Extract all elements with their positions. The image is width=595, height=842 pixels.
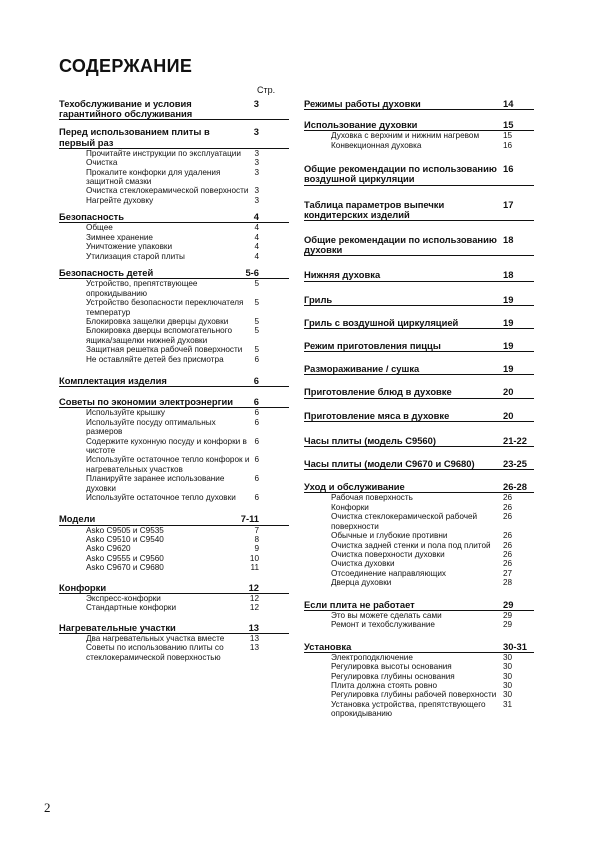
toc-item[interactable] — [59, 455, 289, 474]
toc-item[interactable] — [59, 355, 289, 364]
section-divider — [304, 220, 534, 221]
toc-item[interactable] — [59, 603, 289, 612]
toc-item[interactable] — [304, 141, 534, 150]
toc-item-text: Asko C9510 и C9540 — [86, 535, 164, 545]
toc-item-page: 3 — [254, 158, 259, 168]
toc-section-header[interactable] — [304, 235, 534, 255]
toc-item[interactable] — [304, 493, 534, 502]
page-number: 2 — [44, 800, 51, 815]
toc-section — [304, 600, 534, 630]
page-column-label: Стр. — [257, 85, 276, 95]
toc-item-text: Электроподключение — [331, 652, 413, 662]
toc-section — [304, 341, 534, 352]
toc-section-title: Если плита не работает — [304, 598, 415, 610]
toc-item[interactable] — [59, 544, 289, 553]
toc-item-text: Asko C9505 и C9535 — [86, 525, 164, 535]
toc-section — [304, 459, 534, 470]
toc-section — [59, 127, 289, 205]
toc-item-text: Устройство безопасности переключателя температур — [86, 298, 244, 317]
toc-section-header[interactable] — [304, 270, 534, 280]
toc-item[interactable] — [59, 493, 289, 502]
section-divider — [59, 386, 289, 387]
toc-section-header[interactable] — [304, 600, 534, 610]
toc-section-header[interactable] — [304, 642, 534, 652]
toc-section-title: Использование духовки — [304, 119, 418, 131]
toc-section — [304, 295, 534, 306]
toc-section-page: 3 — [253, 126, 259, 138]
toc-item[interactable] — [59, 186, 289, 195]
toc-item-page: 5 — [254, 326, 259, 336]
toc-item-text: Это вы можете сделать сами — [331, 610, 442, 620]
toc-section-page: 17 — [503, 198, 514, 210]
section-divider — [304, 398, 534, 399]
toc-item[interactable] — [304, 541, 534, 550]
toc-section-page: 15 — [503, 119, 514, 131]
toc-item[interactable] — [59, 233, 289, 242]
toc-item-text: Содержите кухонную посуду и конфорки в чистоте — [86, 436, 247, 455]
toc-item[interactable] — [59, 317, 289, 326]
toc-item[interactable] — [304, 578, 534, 587]
toc-item[interactable] — [304, 559, 534, 568]
toc-item-page: 6 — [254, 493, 259, 502]
toc-item[interactable] — [59, 474, 289, 493]
toc-item-page: 9 — [254, 544, 259, 554]
toc-section-title: Режим приготовления пиццы — [304, 340, 441, 352]
toc-item-text: Зимнее хранение — [86, 232, 153, 242]
toc-section-title: Гриль — [304, 293, 333, 305]
toc-item-text: Asko C9555 и C9560 — [86, 553, 164, 563]
toc-section-header[interactable] — [304, 295, 534, 305]
section-divider — [304, 421, 534, 422]
toc-item-text: Используйте остаточное тепло конфорок и нагревательных участков — [86, 455, 250, 474]
toc-item[interactable] — [59, 196, 289, 205]
toc-section-header[interactable] — [304, 436, 534, 446]
toc-item[interactable] — [59, 408, 289, 417]
toc-section-title: Нагревательные участки — [59, 621, 176, 633]
toc-section — [304, 318, 534, 329]
toc-section-page: 19 — [503, 340, 514, 352]
toc-section-title: Общие рекомендации по использованию воздушной циркуляции — [304, 163, 497, 185]
toc-item[interactable] — [59, 594, 289, 603]
toc-section-title: Перед использованием плиты в первый раз — [59, 126, 210, 148]
toc-item-page: 26 — [503, 512, 513, 522]
toc-section-header[interactable] — [304, 387, 534, 397]
toc-section-header[interactable] — [304, 364, 534, 374]
toc-section — [59, 397, 289, 502]
toc-section-header[interactable] — [59, 127, 289, 147]
toc-section-title: Размораживание / сушка — [304, 363, 420, 375]
section-divider — [304, 281, 534, 282]
toc-section-title: Техобслуживание и условия гарантийного обслуживания — [59, 98, 193, 120]
toc-section-header[interactable] — [304, 482, 534, 492]
toc-section-title: Безопасность — [59, 211, 125, 223]
toc-section — [304, 99, 534, 110]
toc-section-page: 23-25 — [503, 458, 527, 470]
toc-item[interactable] — [59, 223, 289, 232]
toc-section — [304, 164, 534, 185]
toc-item-page: 7 — [254, 525, 259, 535]
toc-section-page: 21-22 — [503, 434, 527, 446]
toc-item-text: Рабочая поверхность — [331, 493, 413, 503]
toc-item[interactable] — [304, 550, 534, 559]
toc-section — [59, 376, 289, 387]
toc-item-text: Используйте остаточное тепло духовки — [86, 493, 236, 502]
toc-section-header[interactable] — [59, 583, 289, 593]
toc-item-text: Регулировка глубины рабочей поверхности — [331, 690, 497, 700]
toc-section — [59, 623, 289, 662]
toc-item-page: 5 — [254, 316, 259, 326]
toc-item-text: Утилизация старой плиты — [86, 251, 185, 261]
toc-item-text: Нагрейте духовку — [86, 195, 154, 205]
toc-section-page: 16 — [503, 163, 514, 175]
toc-item-text: Планируйте заранее использование духовки — [86, 474, 225, 493]
toc-item-page: 28 — [503, 578, 513, 588]
toc-item-page: 4 — [254, 251, 259, 261]
toc-item-page: 26 — [503, 559, 513, 569]
toc-item-text: Дверца духовки — [331, 578, 392, 588]
toc-item-page: 4 — [254, 232, 259, 242]
toc-section-page: 20 — [503, 386, 514, 398]
toc-section-page: 14 — [503, 98, 514, 109]
toc-section-page: 18 — [503, 234, 514, 246]
toc-item[interactable] — [304, 620, 534, 629]
toc-section-header[interactable] — [304, 120, 534, 130]
toc-item[interactable] — [304, 662, 534, 671]
toc-section — [59, 514, 289, 572]
toc-item[interactable] — [304, 131, 534, 140]
toc-item-page: 6 — [254, 436, 259, 446]
toc-item-text: Очистка — [86, 158, 118, 168]
toc-item-page: 30 — [503, 680, 513, 690]
section-divider — [304, 374, 534, 375]
toc-item-text: Общее — [86, 223, 113, 233]
toc-section-page: 4 — [253, 211, 259, 223]
toc-item-page: 29 — [503, 620, 513, 630]
toc-item-page: 12 — [249, 603, 259, 613]
toc-section-header[interactable] — [304, 200, 534, 220]
toc-item-page: 5 — [254, 298, 259, 308]
toc-item-page: 26 — [503, 493, 513, 503]
toc-item-page: 6 — [254, 474, 259, 484]
section-divider — [304, 351, 534, 352]
toc-item[interactable] — [304, 512, 534, 531]
toc-item[interactable] — [59, 437, 289, 456]
section-divider — [304, 469, 534, 470]
toc-item-page: 5 — [254, 345, 259, 355]
toc-item[interactable] — [59, 168, 289, 187]
toc-left-column — [59, 99, 289, 675]
toc-item-page: 6 — [254, 455, 259, 465]
toc-item[interactable] — [304, 672, 534, 681]
toc-section-title: Модели — [59, 513, 96, 525]
toc-item-text: Используйте крышку — [86, 408, 166, 418]
toc-item-page: 16 — [503, 140, 513, 150]
toc-item[interactable] — [59, 634, 289, 643]
toc-item-page: 27 — [503, 568, 513, 578]
toc-section — [304, 482, 534, 587]
toc-item-text: Блокировка защелки дверцы духовки — [86, 316, 229, 326]
toc-section — [59, 268, 289, 364]
toc-section — [59, 99, 289, 120]
toc-section-header[interactable] — [304, 164, 534, 184]
toc-section-header[interactable] — [59, 397, 289, 407]
toc-item[interactable] — [59, 149, 289, 158]
section-divider — [304, 446, 534, 447]
toc-item-text: Плита должна стоять ровно — [331, 680, 438, 690]
toc-item-page: 11 — [250, 563, 259, 573]
toc-item-page: 8 — [254, 535, 259, 545]
toc-item-text: Советы по использованию плиты со стеклокерамической поверхностью — [86, 643, 224, 662]
toc-section-page: 12 — [248, 581, 259, 593]
toc-section-title: Конфорки — [59, 581, 107, 593]
toc-item[interactable] — [304, 503, 534, 512]
toc-section-page: 19 — [503, 316, 514, 328]
toc-section-header[interactable] — [59, 268, 289, 278]
toc-section-page: 6 — [253, 374, 259, 386]
toc-section-title: Гриль с воздушной циркуляцией — [304, 316, 459, 328]
toc-item-page: 12 — [249, 593, 259, 603]
toc-section-header[interactable] — [304, 459, 534, 469]
toc-item-text: Очистка поверхности духовки — [331, 549, 445, 559]
toc-section-header[interactable] — [304, 411, 534, 421]
toc-section — [304, 411, 534, 422]
toc-section-page: 6 — [253, 396, 259, 408]
toc-item[interactable] — [59, 326, 289, 345]
toc-item[interactable] — [59, 535, 289, 544]
toc-item[interactable] — [59, 563, 289, 572]
toc-item[interactable] — [59, 643, 289, 662]
toc-section-title: Таблица параметров выпечки кондитерских изделий — [304, 198, 445, 220]
toc-item-text: Прочитайте инструкции по эксплуатации — [86, 148, 241, 158]
toc-item-page: 4 — [254, 242, 259, 252]
toc-item-text: Конвекционная духовка — [331, 140, 422, 150]
toc-item-page: 3 — [254, 186, 259, 196]
toc-item-text: Очистка стеклокерамической рабочей поверхности — [331, 512, 478, 531]
toc-section-header[interactable] — [59, 99, 289, 119]
toc-section — [304, 235, 534, 256]
toc-item-text: Два нагревательных участка вместе — [86, 633, 225, 643]
toc-item-page: 26 — [503, 502, 513, 512]
toc-section-page: 26-28 — [503, 481, 527, 493]
toc-section-title: Общие рекомендации по использованию духовки — [304, 234, 497, 256]
toc-section-header[interactable] — [59, 212, 289, 222]
toc-item-page: 15 — [503, 131, 513, 141]
toc-section-page: 20 — [503, 409, 514, 421]
toc-item-page: 31 — [503, 699, 513, 709]
toc-item-page: 13 — [249, 643, 259, 653]
toc-item-text: Очистка духовки — [331, 559, 395, 569]
toc-section-page: 13 — [248, 621, 259, 633]
toc-section — [304, 387, 534, 398]
toc-item[interactable] — [304, 653, 534, 662]
toc-section — [304, 436, 534, 447]
toc-item[interactable] — [304, 569, 534, 578]
toc-item-text: Духовка с верхним и нижним нагревом — [331, 131, 480, 141]
toc-item[interactable] — [59, 242, 289, 251]
toc-section-header[interactable] — [304, 318, 534, 328]
toc-section-header[interactable] — [59, 514, 289, 524]
section-divider — [304, 305, 534, 306]
toc-section-page: 19 — [503, 293, 514, 305]
toc-section — [59, 583, 289, 613]
toc-section-title: Безопасность детей — [59, 267, 154, 279]
toc-section-title: Приготовление мяса в духовке — [304, 409, 450, 421]
toc-item-page: 3 — [254, 195, 259, 205]
toc-section-header[interactable] — [304, 341, 534, 351]
toc-section — [304, 120, 534, 150]
toc-item-text: Очистка задней стенки и пола под плитой — [331, 540, 491, 550]
toc-section-page: 29 — [503, 598, 514, 610]
toc-item-page: 30 — [503, 662, 513, 672]
toc-item-page: 30 — [503, 690, 513, 700]
toc-item[interactable] — [304, 700, 534, 719]
toc-item-text: Блокировка дверцы вспомогательного ящика/защелки нижней духовки — [86, 326, 233, 345]
toc-item-text: Отсоединение направляющих — [331, 568, 447, 578]
toc-item-page: 30 — [503, 671, 513, 681]
toc-item-page: 6 — [254, 417, 259, 427]
toc-item-text: Уничтожение упаковки — [86, 242, 173, 252]
toc-section-header[interactable] — [304, 99, 534, 109]
toc-item[interactable] — [304, 690, 534, 699]
toc-section-header[interactable] — [59, 623, 289, 633]
toc-section-title: Комплектация изделия — [59, 374, 167, 386]
toc-item-text: Регулировка высоты основания — [331, 662, 452, 672]
toc-item-text: Ремонт и техобслуживание — [331, 620, 435, 630]
toc-item-text: Защитная решетка рабочей поверхности — [86, 345, 243, 355]
toc-item-page: 5 — [254, 279, 259, 289]
toc-item[interactable] — [304, 681, 534, 690]
toc-item[interactable] — [59, 252, 289, 261]
toc-item-text: Не оставляйте детей без присмотра — [86, 354, 224, 364]
toc-item-text: Установка устройства, препятствующего опрокидыванию — [331, 699, 486, 719]
toc-item[interactable] — [59, 418, 289, 437]
toc-item-page: 29 — [503, 610, 513, 620]
toc-item-text: Asko C9670 и C9680 — [86, 563, 164, 573]
toc-item-page: 26 — [503, 531, 513, 541]
toc-section — [304, 270, 534, 281]
toc-item[interactable] — [59, 554, 289, 563]
toc-section — [59, 212, 289, 261]
toc-section-title: Часы плиты (модели C9670 и C9680) — [304, 458, 475, 470]
toc-item-text: Конфорки — [331, 502, 369, 512]
toc-item-text: Экспресс-конфорки — [86, 593, 161, 603]
toc-section-page: 30-31 — [503, 640, 527, 652]
toc-section-page: 3 — [253, 98, 259, 109]
toc-item-page: 6 — [254, 408, 259, 418]
toc-section-page: 19 — [503, 363, 514, 375]
toc-section-title: Режимы работы духовки — [304, 98, 421, 109]
toc-item[interactable] — [304, 611, 534, 620]
toc-section-title: Нижняя духовка — [304, 269, 381, 281]
section-divider — [304, 328, 534, 329]
page-title: СОДЕРЖАНИЕ — [59, 56, 193, 76]
toc-item-page: 3 — [254, 148, 259, 158]
toc-section-title: Приготовление блюд в духовке — [304, 386, 452, 398]
toc-item[interactable] — [59, 345, 289, 354]
toc-item[interactable] — [59, 526, 289, 535]
toc-section-title: Советы по экономии электроэнергии — [59, 396, 234, 408]
section-divider — [59, 119, 289, 120]
toc-item[interactable] — [304, 531, 534, 540]
toc-section-title: Уход и обслуживание — [304, 481, 405, 493]
section-divider — [304, 255, 534, 256]
toc-section — [304, 364, 534, 375]
toc-item-text: Используйте посуду оптимальных размеров — [86, 417, 216, 437]
section-divider — [304, 109, 534, 110]
toc-item-page: 26 — [503, 549, 513, 559]
toc-item-text: Очистка стеклокерамической поверхности — [86, 186, 249, 196]
toc-item-page: 26 — [503, 540, 513, 550]
toc-item-page: 10 — [249, 553, 259, 563]
toc-item[interactable] — [59, 279, 289, 298]
toc-section — [304, 642, 534, 719]
toc-section-title: Часы плиты (модель C9560) — [304, 434, 436, 446]
toc-item-text: Обычные и глубокие противни — [331, 531, 448, 541]
toc-section — [304, 200, 534, 221]
toc-section-page: 18 — [503, 269, 514, 281]
toc-section-title: Установка — [304, 640, 352, 652]
toc-item-text: Asko C9620 — [86, 544, 131, 554]
section-divider — [304, 185, 534, 186]
toc-section-page: 7-11 — [240, 513, 259, 525]
toc-item-text: Прокалите конфорки для удаления защитной смазки — [86, 167, 221, 187]
toc-item-text: Устройство, препятствующее опрокидыванию — [86, 279, 198, 298]
toc-item-text: Стандартные конфорки — [86, 603, 177, 613]
toc-item-text: Регулировка глубины основания — [331, 671, 455, 681]
toc-item-page: 6 — [254, 354, 259, 364]
toc-item[interactable] — [59, 158, 289, 167]
toc-item-page: 3 — [254, 167, 259, 177]
toc-item[interactable] — [59, 298, 289, 317]
toc-section-header[interactable] — [59, 376, 289, 386]
toc-right-column — [304, 99, 534, 732]
toc-section-page: 5-6 — [245, 267, 259, 279]
toc-item-page: 4 — [254, 223, 259, 233]
toc-item-page: 30 — [503, 652, 513, 662]
toc-item-page: 13 — [249, 633, 259, 643]
